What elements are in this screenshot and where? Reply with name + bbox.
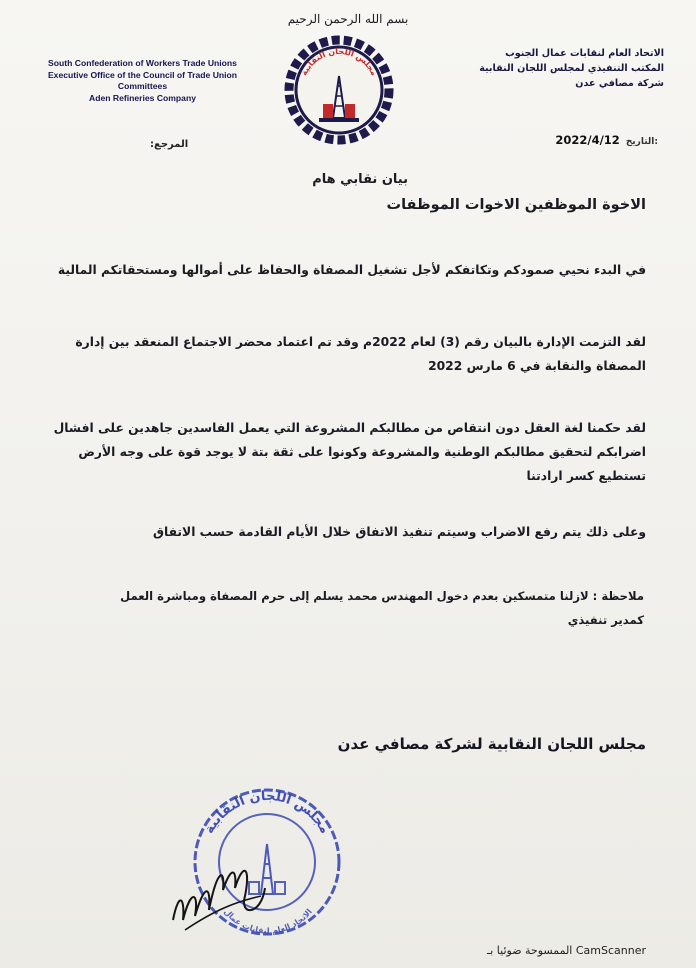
arabic-line-2: المكتب التنفيذي لمجلس اللجان النقابية	[479, 63, 664, 74]
document-title: بيان نقابي هام	[312, 172, 408, 187]
reference-label: المرجع:	[150, 139, 189, 150]
paragraph-3-line-1: لقد حكمنا لغة العقل دون انتقاص من مطالبكم المشروعة التي يعمل الفاسدين جاهدين على افشال	[53, 421, 646, 435]
english-line-4: Aden Refineries Company	[89, 92, 196, 103]
svg-text:الاتحاد العام لنقابات عمال	[222, 907, 314, 935]
english-line-2: Executive Office of the Council of Trade Union	[47, 69, 238, 80]
english-line-1: South Confederation of Workers Trade Unions	[48, 58, 237, 68]
stamp-bottom-text: الاتحاد العام لنقابات عمال	[222, 907, 314, 936]
bismillah: بسم الله الرحمن الرحيم	[287, 12, 409, 26]
paragraph-1-line-1: في البدء نحيي صمودكم وتكاتفكم لأجل تشغيل المصفاة والحفاظ على أموالها ومستحقاتكم المالية	[57, 263, 646, 277]
note-line-2: كمدير تنفيذي	[567, 613, 644, 627]
signature-organization: مجلس اللجان النقابية لشركة مصافي عدن	[337, 735, 646, 753]
date-value: 2022/4/12	[555, 133, 620, 147]
paragraph-2-line-2: المصفاة والنقابة في 6 مارس 2022	[428, 359, 646, 373]
paragraph-2-line-1: لقد التزمت الإدارة بالبيان رقم (3) لعام 2022م وقد تم اعتماد محضر الاجتماع المنعقد بين إدارة	[75, 335, 646, 349]
date-label: التاريخ:	[625, 137, 658, 147]
greeting: الاخوة الموظفين الاخوات الموظفات	[386, 197, 646, 213]
stamp-arc-text: مجلس اللجان النقابية	[201, 788, 333, 837]
date-line	[555, 133, 658, 147]
note-line-1: ملاحظة : لازلنا متمسكين بعدم دخول المهندس محمد يسلم إلى حرم المصفاة ومباشرة العمل	[120, 589, 644, 603]
arabic-line-1: الاتحاد العام لنقابات عمال الجنوب	[505, 48, 664, 59]
paragraph-3	[36, 416, 646, 488]
paragraph-4-line-1: وعلى ذلك يتم رفع الاضراب وسيتم تنفيذ الاتفاق خلال الأيام القادمة حسب الاتفاق	[152, 525, 646, 539]
note	[34, 584, 644, 632]
handwritten-signature	[173, 871, 265, 930]
scanner-watermark: الممسوحة ضوئيا بـ CamScanner	[487, 944, 646, 957]
paragraph-4	[36, 525, 646, 539]
paragraph-3-line-3: تستطيع كسر ارادتنا	[526, 469, 646, 483]
arabic-line-3: شركة مصافي عدن	[575, 78, 664, 89]
english-letterhead	[30, 58, 255, 104]
svg-text:مجلس اللجان النقابية	[202, 789, 332, 837]
paragraph-1	[36, 263, 646, 277]
paragraph-2	[36, 330, 646, 378]
english-line-3: Committees	[117, 81, 168, 92]
official-stamp	[165, 770, 345, 940]
arabic-letterhead	[444, 46, 664, 91]
paragraph-3-line-2: اضرابكم لتحقيق مطالبكم الوطنية والمشروعة وكونوا على ثقة بتة لا يوجد قوة على وجه الأرض	[78, 445, 646, 459]
logo-arc-text: مجلس اللجان النقابية	[299, 46, 379, 78]
union-logo	[283, 34, 395, 146]
